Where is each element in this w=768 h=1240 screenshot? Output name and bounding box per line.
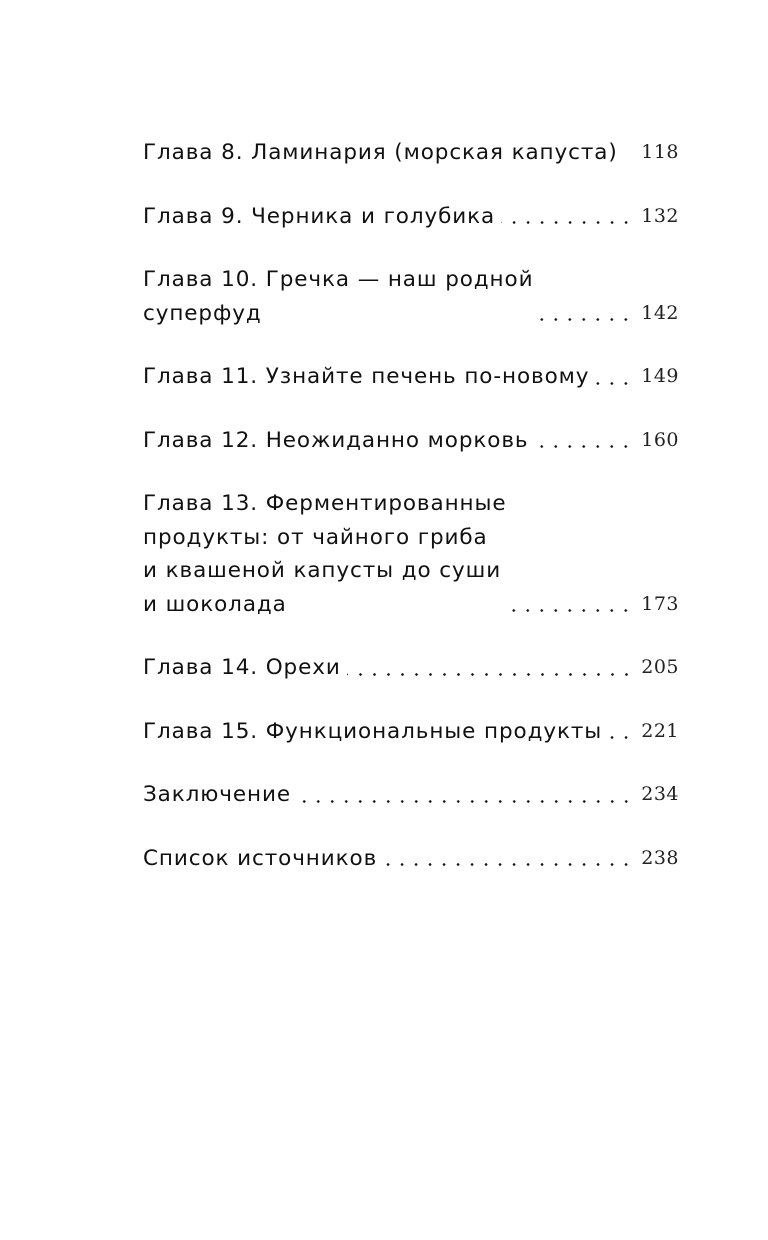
toc-entry-chapter-10 — [143, 263, 679, 330]
entry-page-number: 173 — [641, 592, 679, 615]
entry-title-line: Глава 11. Узнайте печень по-новому — [143, 364, 590, 389]
dot-leader — [297, 800, 633, 803]
entry-page-number: 221 — [641, 719, 679, 742]
entry-title — [143, 136, 618, 170]
entry-title-line: продукты: от чайного гриба — [143, 524, 488, 550]
entry-title-line: Глава 9. Черника и голубика — [143, 203, 496, 229]
toc-entry-chapter-12 — [143, 424, 679, 458]
dot-leader — [347, 673, 634, 676]
entry-page-number: 149 — [641, 365, 679, 387]
entry-title-line: и квашеной капусты до суши — [143, 558, 502, 583]
dot-leader — [501, 221, 633, 224]
entry-title-line: Список источников — [143, 845, 378, 871]
toc-entry-references — [143, 842, 679, 876]
toc-entry-chapter-8 — [143, 136, 679, 170]
table-of-contents — [143, 136, 679, 905]
toc-entry-chapter-15 — [143, 715, 679, 749]
entry-page-number: 118 — [641, 141, 679, 163]
entry-title-line: и шоколада — [143, 591, 287, 617]
entry-title — [143, 842, 377, 876]
dot-leader — [383, 863, 633, 866]
entry-title-line: Глава 8. Ламинария (морская капуста) — [143, 140, 618, 165]
entry-title — [143, 424, 528, 458]
entry-title — [143, 651, 341, 685]
entry-title-line: Заключение — [143, 782, 291, 807]
entry-title-line: Глава 12. Неожиданно морковь — [143, 427, 529, 453]
dot-leader — [608, 736, 633, 739]
dot-leader — [512, 609, 633, 612]
toc-entry-chapter-13 — [143, 487, 679, 621]
entry-title — [143, 200, 495, 234]
entry-title — [143, 360, 589, 394]
toc-entry-chapter-9 — [143, 200, 679, 234]
dot-leader — [534, 445, 633, 448]
entry-title — [143, 778, 291, 812]
entry-title-line: суперфуд — [143, 300, 262, 326]
entry-title — [143, 487, 506, 621]
toc-entry-chapter-11 — [143, 360, 679, 394]
entry-title-line: Глава 15. Функциональные продукты — [143, 718, 603, 744]
entry-title-line: Глава 10. Гречка — наш родной — [143, 267, 534, 292]
entry-page-number: 205 — [641, 656, 679, 678]
entry-page-number: 160 — [641, 428, 679, 451]
toc-entry-chapter-14 — [143, 651, 679, 685]
entry-page-number: 132 — [641, 204, 679, 227]
dot-leader — [539, 318, 633, 321]
entry-title — [143, 263, 533, 330]
dot-leader — [595, 382, 633, 385]
toc-entry-conclusion — [143, 778, 679, 812]
entry-page-number: 234 — [641, 783, 679, 805]
entry-title-line: Глава 14. Орехи — [143, 655, 341, 680]
entry-page-number: 142 — [641, 301, 679, 324]
entry-page-number: 238 — [641, 846, 679, 869]
entry-title — [143, 715, 602, 749]
entry-title-line: Глава 13. Ферментированные — [143, 491, 507, 516]
